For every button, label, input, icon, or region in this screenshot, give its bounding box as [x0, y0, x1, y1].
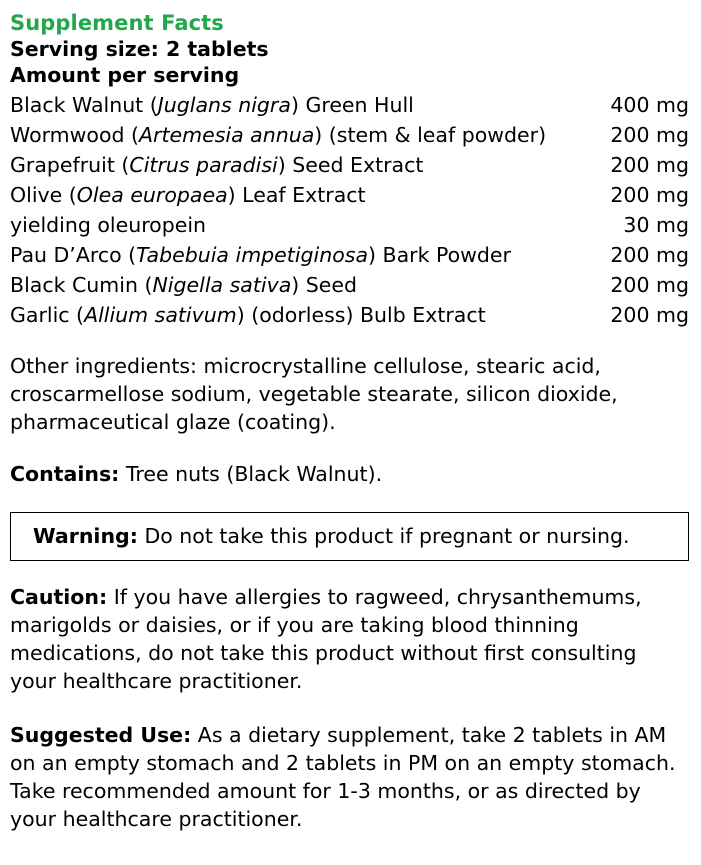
- ingredients-table-body: [10, 90, 689, 330]
- contains-allergen-statement: [10, 460, 689, 488]
- table-row: [10, 120, 689, 150]
- ingredient-name-italic: Tabebuia impetiginosa: [136, 243, 369, 267]
- caution-text: If you have allergies to ragweed, chrysanthemums, marigolds or daisies, or if you are taking blood thinning medications, do not take this product without first consulting your healthcare practitioner.: [10, 585, 642, 693]
- table-row: [10, 150, 689, 180]
- ingredient-amount: 200 mg: [610, 243, 689, 267]
- suggested-use-text: As a dietary supplement, take 2 tablets in AM on an empty stomach and 2 tablets in PM on an empty stomach. Take recommended amount for 1-3 months, or as directed by your healthcare practitioner.: [10, 723, 676, 831]
- ingredient-name-post: ) Leaf Extract: [227, 183, 366, 207]
- ingredient-name: [10, 120, 589, 150]
- ingredient-name-pre: Olive (: [10, 183, 77, 207]
- ingredient-name-post: ) Seed: [291, 273, 358, 297]
- ingredient-name: [10, 180, 589, 210]
- ingredient-name-italic: Citrus paradisi: [129, 153, 278, 177]
- ingredient-name: [10, 210, 589, 240]
- ingredient-amount: 200 mg: [610, 183, 689, 207]
- ingredient-name-pre: Pau D’Arco (: [10, 243, 137, 267]
- ingredient-name-italic: Olea europaea: [76, 183, 228, 207]
- ingredient-amount: 200 mg: [610, 153, 689, 177]
- ingredient-name-pre: Grapefruit (: [10, 153, 130, 177]
- suggested-use-statement: [10, 721, 689, 833]
- warning-text: Do not take this product if pregnant or nursing.: [137, 524, 630, 548]
- ingredient-name-pre: yielding oleuropein: [10, 213, 207, 237]
- ingredient-amount: 200 mg: [610, 303, 689, 327]
- ingredients-table: [10, 90, 689, 330]
- table-row: [10, 90, 689, 120]
- ingredient-name: [10, 300, 589, 330]
- ingredient-name-post: ) (odorless) Bulb Extract: [236, 303, 486, 327]
- table-row: [10, 180, 689, 210]
- ingredient-name-post: ) Bark Powder: [368, 243, 511, 267]
- warning-label: Warning:: [33, 524, 138, 548]
- ingredient-amount: 200 mg: [610, 123, 689, 147]
- ingredient-name-pre: Black Cumin (: [10, 273, 153, 297]
- ingredient-name-pre: Black Walnut (: [10, 93, 158, 117]
- ingredient-name-post: ) Green Hull: [290, 93, 414, 117]
- suggested-use-label: Suggested Use:: [10, 723, 192, 747]
- other-ingredients-text: Other ingredients: microcrystalline cellulose, stearic acid, croscarmellose sodium, vegetable stearate, silicon dioxide, pharmaceutical glaze (coating).: [10, 354, 618, 434]
- ingredient-name-italic: Nigella sativa: [152, 273, 292, 297]
- ingredient-amount: 200 mg: [610, 273, 689, 297]
- ingredient-name: [10, 240, 589, 270]
- ingredient-name-italic: Allium sativum: [84, 303, 237, 327]
- serving-size-line: Serving size: 2 tablets: [10, 37, 269, 61]
- ingredient-name: [10, 270, 589, 300]
- amount-per-serving-label: Amount per serving: [10, 63, 240, 87]
- table-row: [10, 240, 689, 270]
- supplement-facts-title: Supplement Facts: [10, 11, 224, 35]
- ingredient-name: [10, 150, 589, 180]
- ingredient-amount: 30 mg: [623, 213, 689, 237]
- ingredient-name-post: ) Seed Extract: [277, 153, 424, 177]
- ingredient-name-italic: Juglans nigra: [157, 93, 291, 117]
- contains-label: Contains:: [10, 462, 120, 486]
- table-row: [10, 300, 689, 330]
- caution-label: Caution:: [10, 585, 108, 609]
- ingredient-name-pre: Garlic (: [10, 303, 85, 327]
- caution-statement: [10, 583, 689, 695]
- ingredient-name: [10, 90, 589, 120]
- table-row: [10, 270, 689, 300]
- ingredient-name-pre: Wormwood (: [10, 123, 140, 147]
- ingredient-name-italic: Artemesia annua: [139, 123, 315, 147]
- table-row: [10, 210, 689, 240]
- ingredient-amount: 400 mg: [610, 93, 689, 117]
- ingredient-name-post: ) (stem & leaf powder): [314, 123, 547, 147]
- contains-text: Tree nuts (Black Walnut).: [119, 462, 383, 486]
- warning-box: [10, 512, 689, 561]
